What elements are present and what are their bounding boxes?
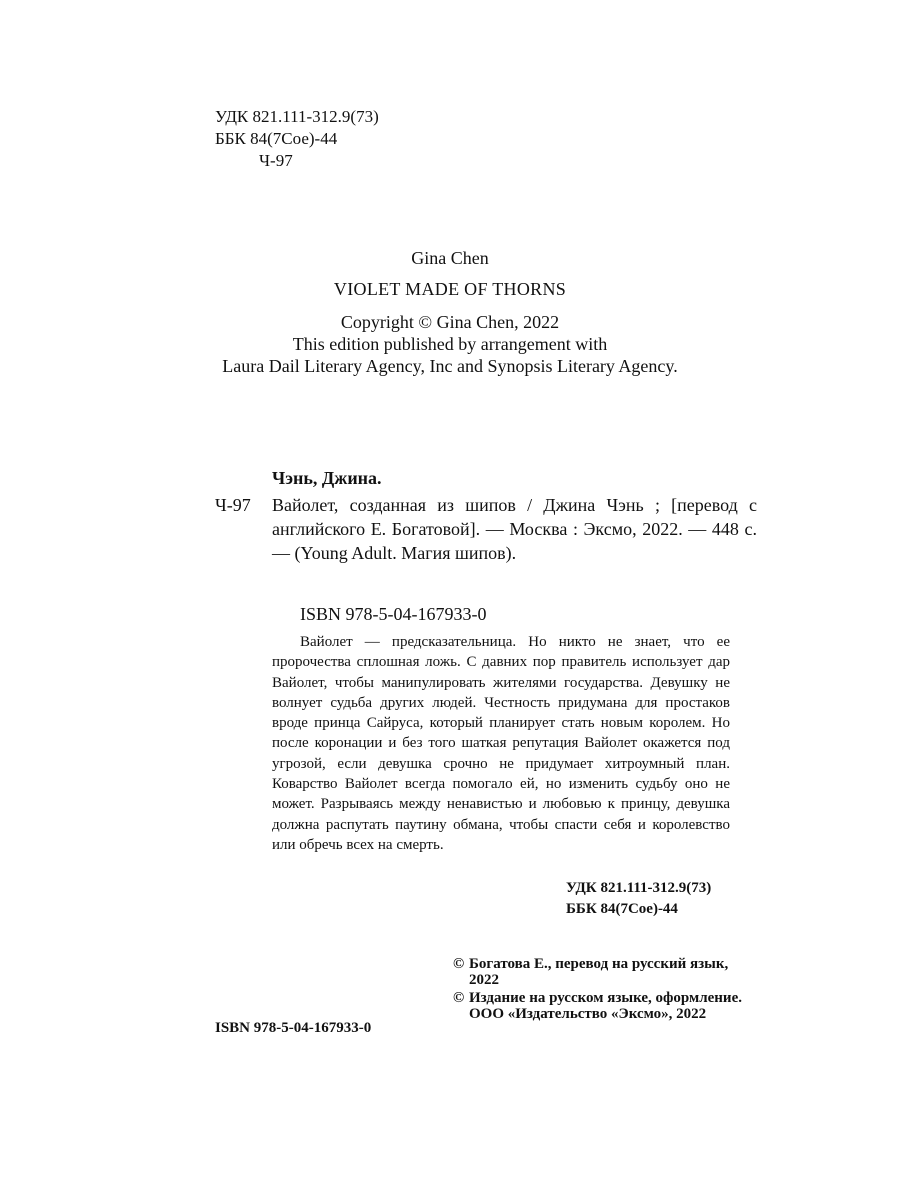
copyright-icon: ©: [453, 956, 465, 972]
bbk-code-bottom: ББК 84(7Сое)-44: [566, 901, 678, 917]
udk-code: УДК 821.111-312.9(73): [215, 107, 379, 126]
author-mark: Ч-97: [259, 151, 293, 170]
copyright-icon: ©: [453, 990, 465, 1006]
catalog-description: Вайолет, созданная из шипов / Джина Чэнь ; [перевод с английского Е. Богатовой]. — Москва : Эксмо, 2022. — 448 с. — (Young Adult. Магия шипов).: [272, 495, 757, 563]
bbk-code: ББК 84(7Сое)-44: [215, 129, 338, 148]
catalog-author: Чэнь, Джина.: [272, 468, 382, 488]
english-rights: [0, 311, 900, 377]
book-annotation: Вайолет — предсказательница. Но никто не знает, что ее пророчества сплошная ложь. С давних пор правитель использует дар Вайолет, чтобы манипулировать жителями государства. Девушку не волнует судьба других людей. Честность придумана для простаков вроде принца Сайруса, который планирует стать новым королем. Но после коронации и без того шаткая репутация Вайолет окажется под угрозой, если девушка срочно не придумает хитроумный план. Коварство Вайолет всегда помогало ей, но изменить судьбу оно не может. Разрываясь между ненавистью и любовью к принцу, девушка должна распутать паутину обмана, чтобы спасти себя и королевство или обречь всех на смерть.: [272, 634, 730, 853]
english-author: Gina Chen: [411, 248, 489, 268]
catalog-index: Ч-97: [215, 495, 251, 515]
copyright-item: [453, 990, 753, 1022]
bottom-isbn: ISBN 978-5-04-167933-0: [215, 1020, 372, 1036]
catalog-isbn: ISBN 978-5-04-167933-0: [300, 604, 487, 624]
rights-line: Copyright © Gina Chen, 2022: [340, 312, 560, 332]
bottom-classification: [566, 878, 711, 920]
rights-line: This edition published by arrangement with: [292, 334, 608, 354]
copyright-notices: [453, 956, 753, 1024]
top-classification: [215, 106, 379, 172]
copyright-item: [453, 956, 753, 988]
english-title: VIOLET MADE OF THORNS: [333, 279, 567, 299]
copyright-text: Издание на русском языке, оформление. ООО «Издательство «Эксмо», 2022: [469, 990, 742, 1022]
rights-line: Laura Dail Literary Agency, Inc and Synopsis Literary Agency.: [222, 356, 678, 376]
copyright-text: Богатова Е., перевод на русский язык, 2022: [469, 956, 729, 988]
udk-code-bottom: УДК 821.111-312.9(73): [566, 880, 712, 896]
